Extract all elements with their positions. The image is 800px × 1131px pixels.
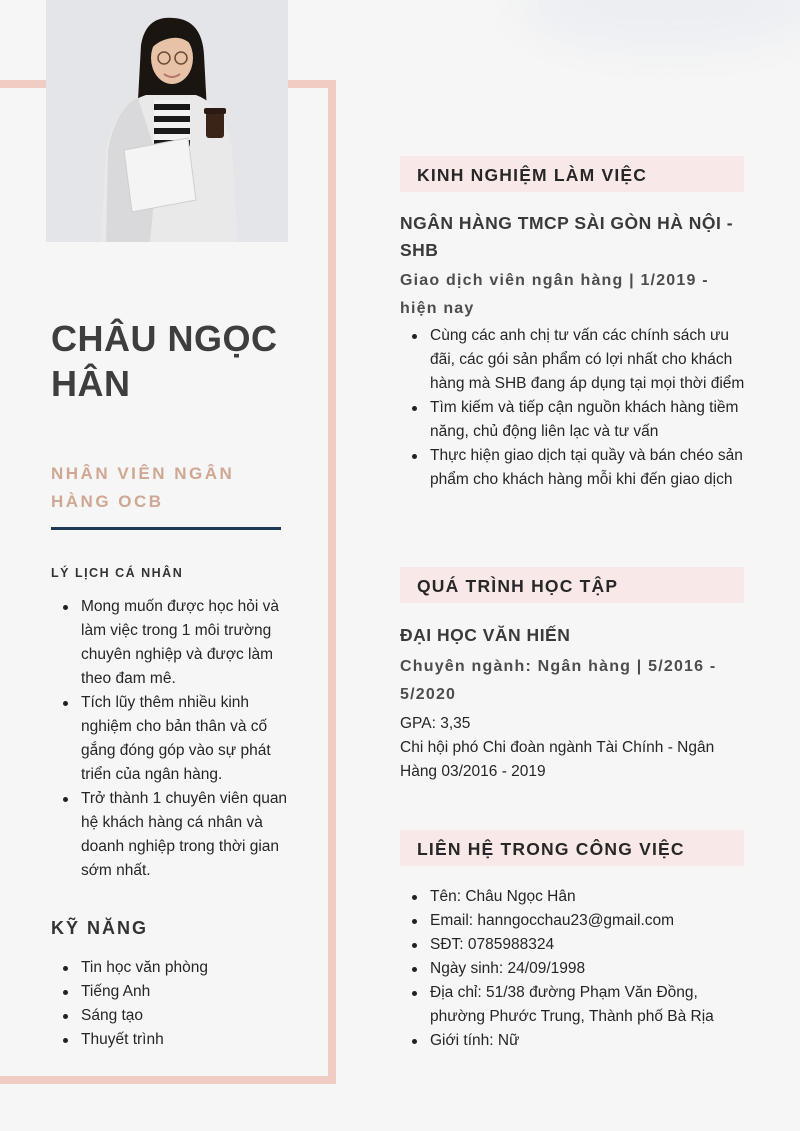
list-item: Email: hanngocchau23@gmail.com	[400, 909, 745, 933]
personal-heading: LÝ LỊCH CÁ NHÂN	[51, 566, 184, 580]
list-item: Địa chỉ: 51/38 đường Phạm Văn Đồng, phường Phước Trung, Thành phố Bà Rịa	[400, 981, 745, 1029]
candidate-position: NHÂN VIÊN NGÂN HÀNG OCB	[51, 464, 235, 511]
contact-heading: LIÊN HỆ TRONG CÔNG VIỆC	[400, 830, 744, 866]
experience-list	[400, 324, 745, 492]
list-item: Ngày sinh: 24/09/1998	[400, 957, 745, 981]
contact-list	[400, 885, 745, 1053]
list-item: Cùng các anh chị tư vấn các chính sách ưu đãi, các gói sản phẩm có lợi nhất cho khách hàng mà SHB đang áp dụng tại mọi thời điểm	[400, 324, 745, 396]
list-item: Sáng tạo	[51, 1004, 291, 1028]
list-item: Tên: Châu Ngọc Hân	[400, 885, 745, 909]
profile-photo	[46, 0, 288, 242]
candidate-name: CHÂU NGỌC HÂN	[51, 318, 278, 404]
divider	[51, 527, 281, 530]
list-item: Giới tính: Nữ	[400, 1029, 745, 1053]
list-item: Thực hiện giao dịch tại quầy và bán chéo sản phẩm cho khách hàng mỗi khi đến giao dịch	[400, 444, 745, 492]
list-item: Thuyết trình	[51, 1028, 291, 1052]
list-item: SĐT: 0785988324	[400, 933, 745, 957]
skills-heading: KỸ NĂNG	[51, 918, 149, 938]
skills-list	[51, 956, 291, 1052]
experience-org: NGÂN HÀNG TMCP SÀI GÒN HÀ NỘI - SHB	[400, 213, 734, 260]
list-item: Tích lũy thêm nhiều kinh nghiệm cho bản thân và cố gắng đóng góp vào sự phát triển của ngân hàng.	[51, 691, 291, 787]
list-item: Mong muốn được học hỏi và làm việc trong 1 môi trường chuyên nghiệp và được làm theo đam mê.	[51, 595, 291, 691]
background-cloud	[520, 0, 800, 50]
experience-heading: KINH NGHIỆM LÀM VIỆC	[400, 156, 744, 192]
experience-role: Giao dịch viên ngân hàng | 1/2019 - hiện nay	[400, 272, 709, 317]
education-major: Chuyên ngành: Ngân hàng | 5/2016 - 5/2020	[400, 658, 717, 703]
list-item: Tin học văn phòng	[51, 956, 291, 980]
person-illustration	[46, 0, 288, 242]
education-activity: Chi hội phó Chi đoàn ngành Tài Chính - Ngân Hàng 03/2016 - 2019	[400, 739, 715, 780]
education-gpa: GPA: 3,35	[400, 715, 471, 732]
list-item: Tìm kiếm và tiếp cận nguồn khách hàng tiềm năng, chủ động liên lạc và tư vấn	[400, 396, 745, 444]
education-heading: QUÁ TRÌNH HỌC TẬP	[400, 567, 744, 603]
list-item: Trở thành 1 chuyên viên quan hệ khách hàng cá nhân và doanh nghiệp trong thời gian sớm nhất.	[51, 787, 291, 883]
list-item: Tiếng Anh	[51, 980, 291, 1004]
personal-list	[51, 595, 291, 883]
education-school: ĐẠI HỌC VĂN HIẾN	[400, 625, 571, 645]
